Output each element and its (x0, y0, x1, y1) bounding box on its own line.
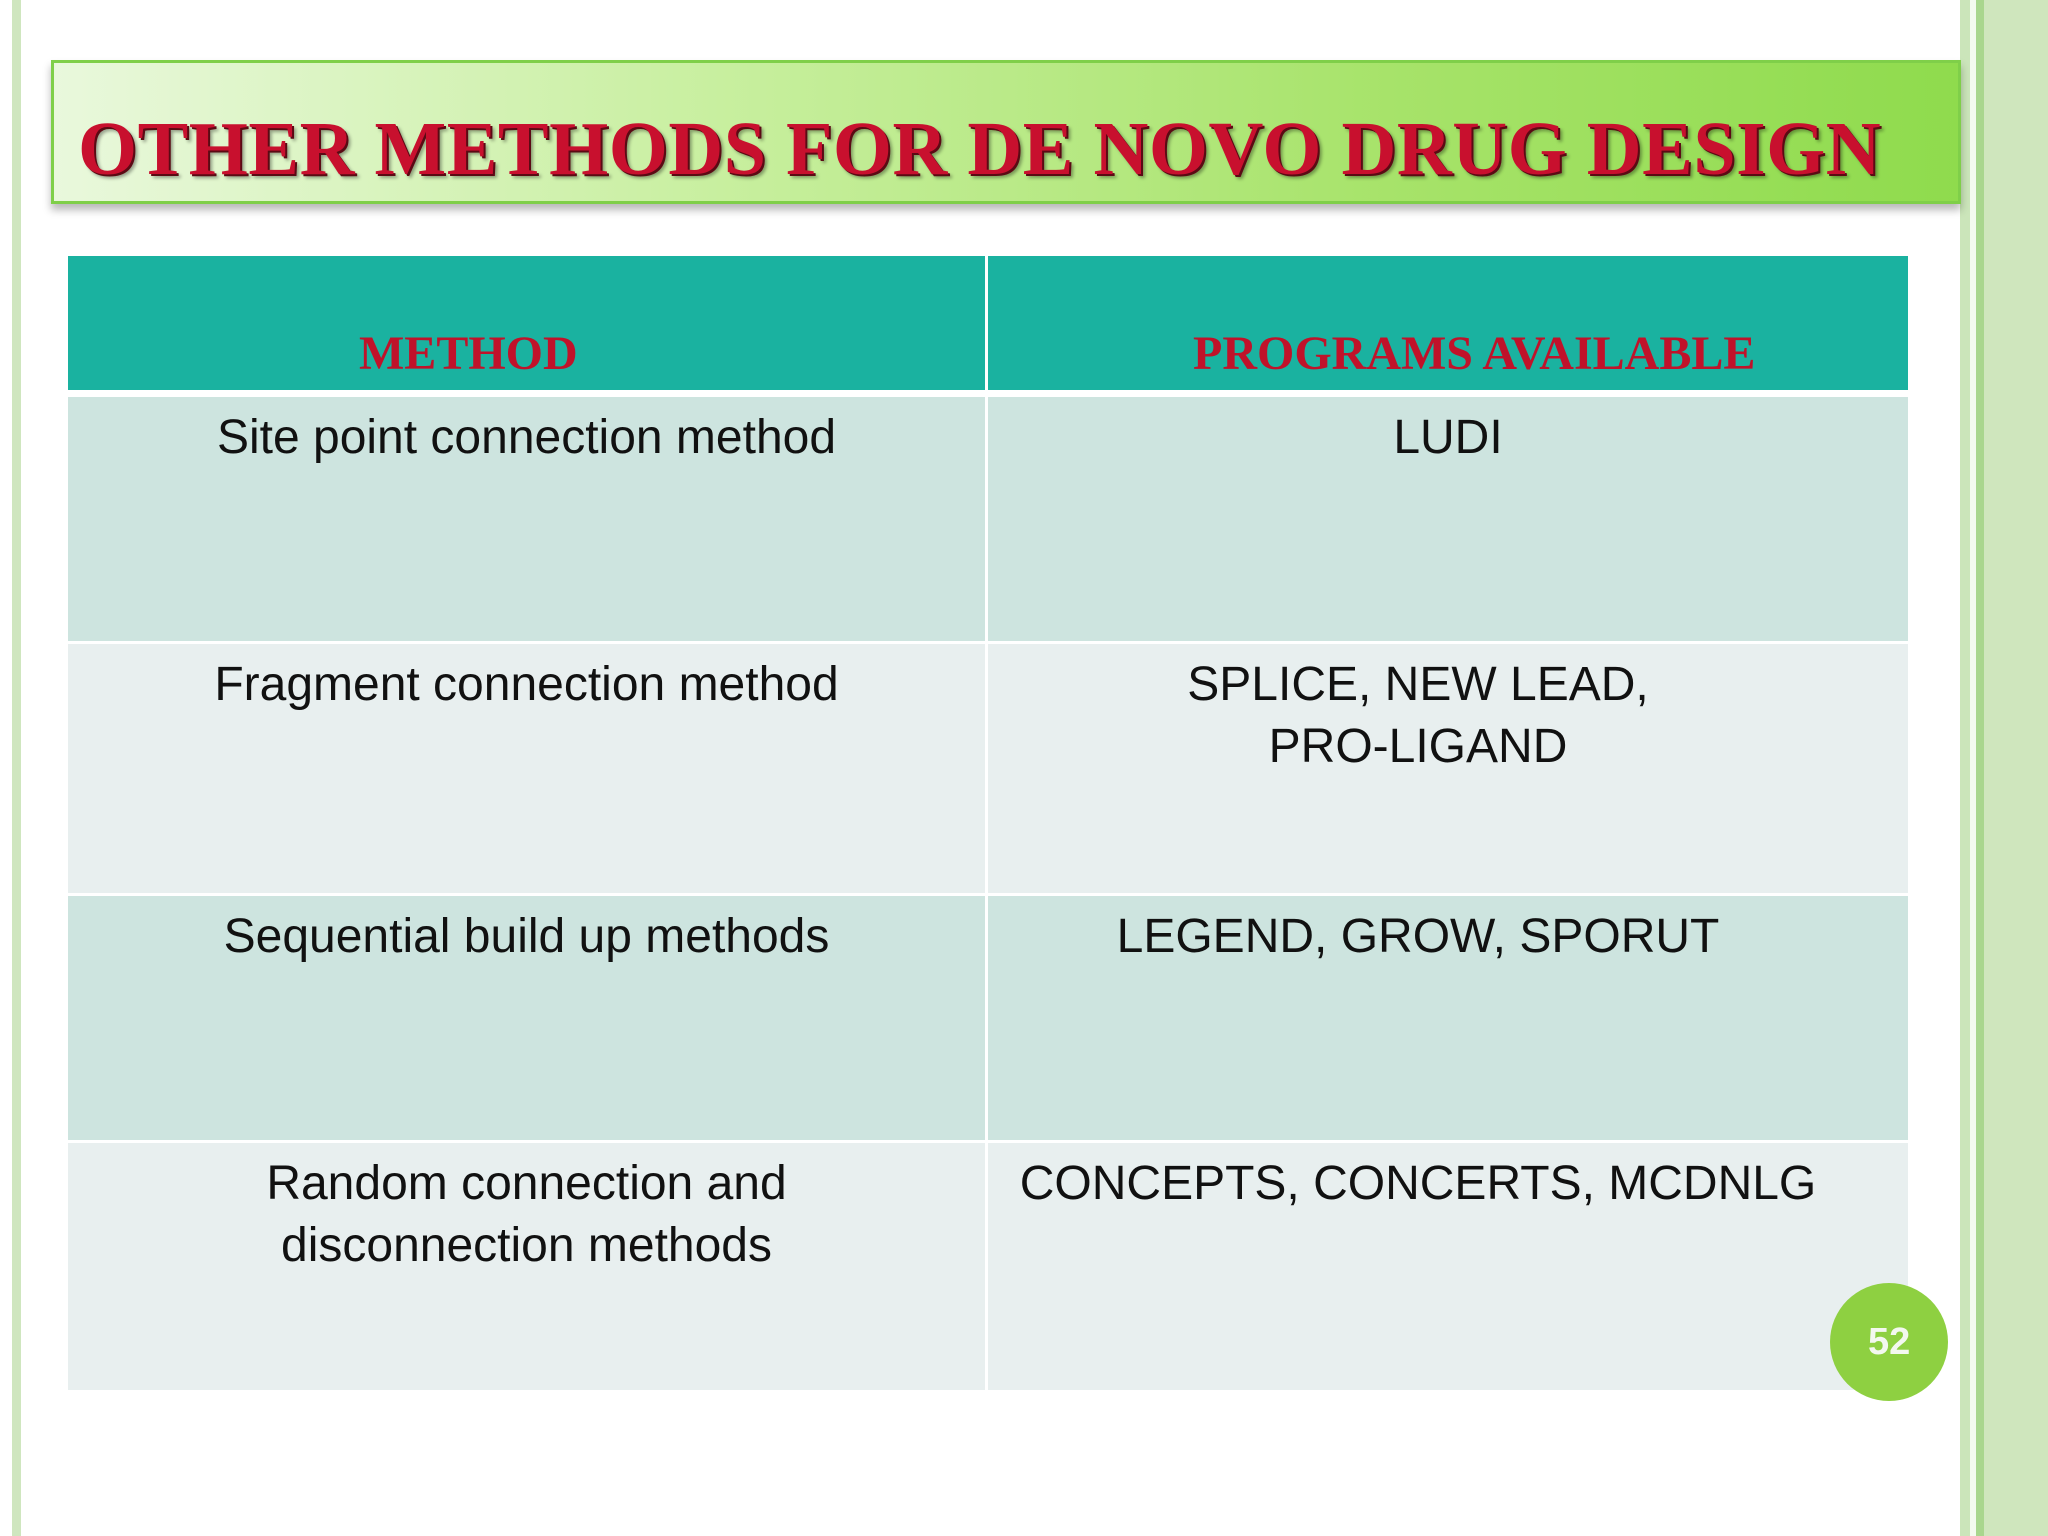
cell-text: LEGEND, GROW, SPORUT (1116, 910, 1720, 963)
table-cell-method (68, 644, 988, 896)
cell-text: Sequential build up methods (223, 910, 830, 963)
header-label-method: METHOD (359, 327, 578, 380)
table-cell-programs (988, 397, 1908, 644)
cell-text: LUDI (1393, 411, 1503, 464)
table-cell-method (68, 397, 988, 644)
header-label-programs: PROGRAMS AVAILABLE (1193, 327, 1756, 380)
table-header-method (68, 256, 988, 397)
right-border-band (1984, 0, 2048, 1536)
table-cell-programs (988, 644, 1908, 896)
slide-number: 52 (1868, 1321, 1911, 1363)
left-border-line (12, 0, 21, 1536)
cell-text: SPLICE, NEW LEAD, PRO-LIGAND (1187, 658, 1649, 773)
table-cell-programs (988, 896, 1908, 1143)
table-cell-method (68, 1143, 988, 1393)
cell-text: CONCEPTS, CONCERTS, MCDNLG (1019, 1157, 1817, 1210)
table-header-programs (988, 256, 1908, 397)
methods-table (68, 256, 1911, 1393)
table-cell-programs (988, 1143, 1911, 1393)
cell-text: Fragment connection method (214, 658, 839, 711)
right-border-stripe-dark (1976, 0, 1984, 1536)
table-cell-method (68, 896, 988, 1143)
slide-title: OTHER METHODS FOR DE NOVO DRUG DESIGN (78, 107, 1882, 191)
cell-text: Random connection and disconnection methods (266, 1157, 787, 1272)
right-border-stripe (1960, 0, 1970, 1536)
title-banner (51, 60, 1961, 204)
cell-text: Site point connection method (216, 411, 837, 464)
